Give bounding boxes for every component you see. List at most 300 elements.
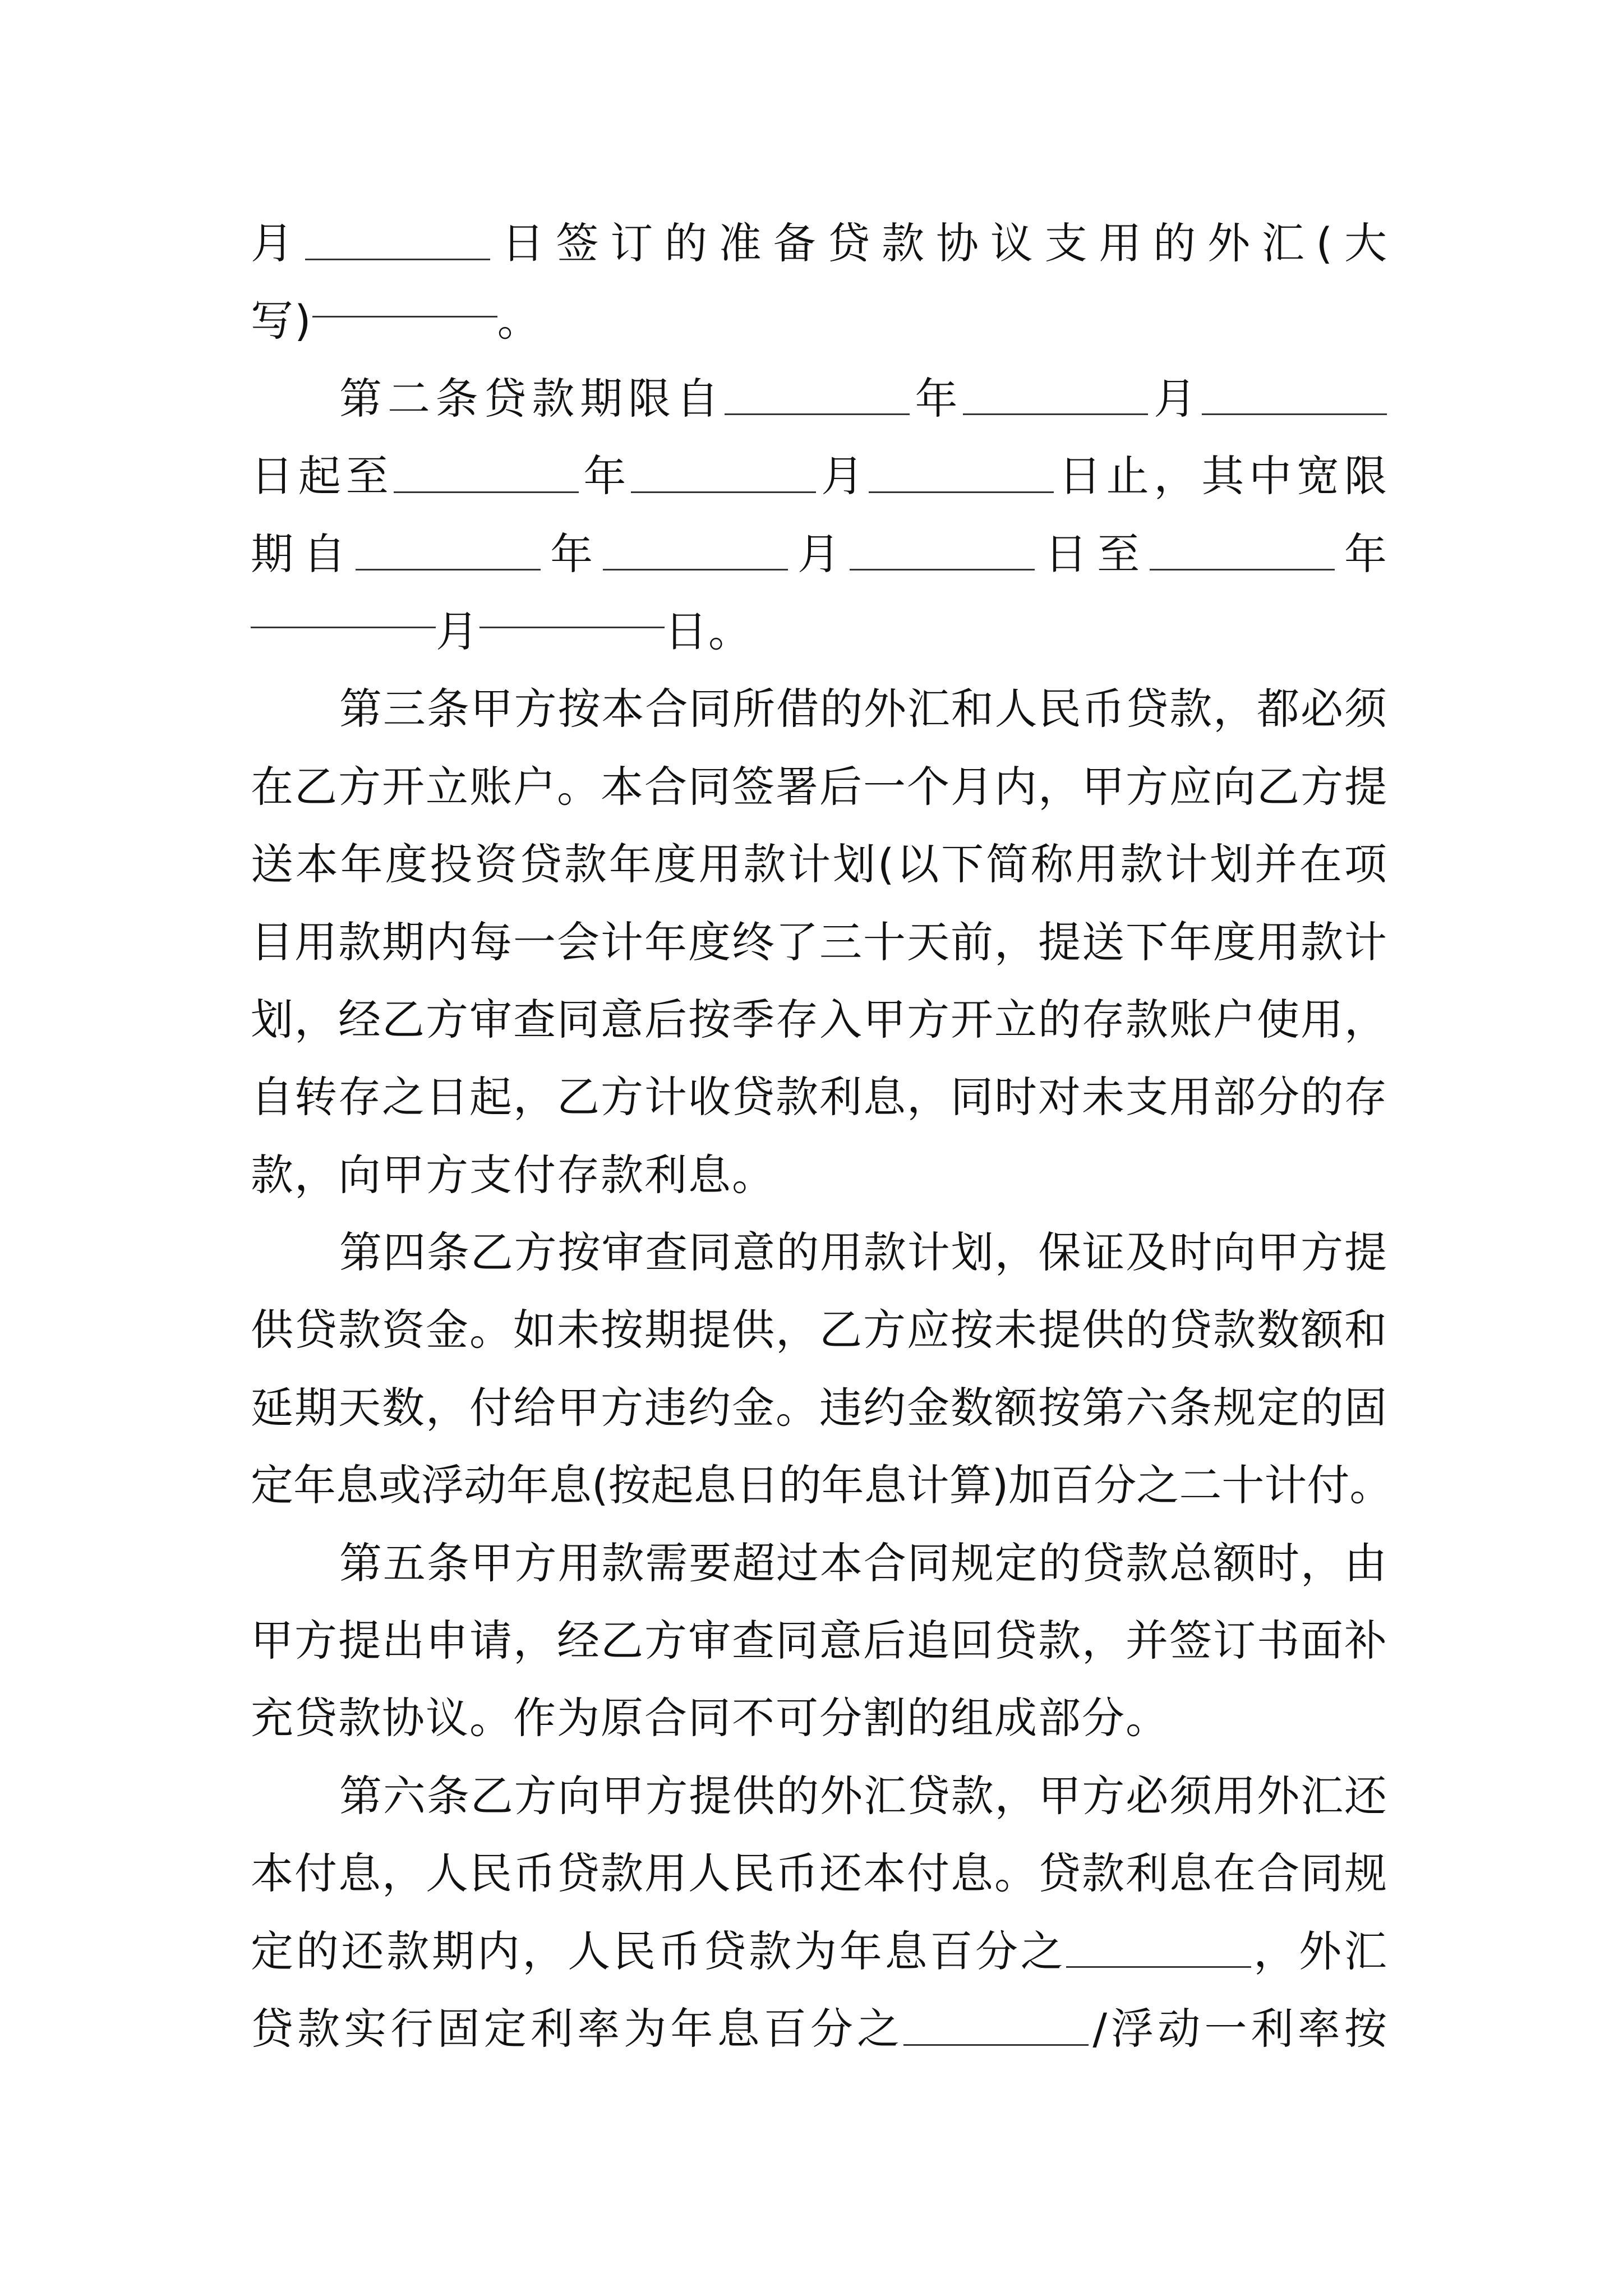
- char: (: [592, 1460, 608, 1511]
- char: 审: [469, 994, 512, 1045]
- char: 外: [1207, 218, 1250, 268]
- char: 支: [1044, 218, 1087, 268]
- char: 还: [341, 1926, 384, 1976]
- char: 条: [426, 684, 469, 734]
- char: 款: [951, 1770, 994, 1821]
- char: 本: [601, 684, 644, 734]
- char: 支: [1126, 1072, 1168, 1122]
- fill-in-blank[interactable]: [631, 458, 816, 493]
- char: 供: [1082, 1305, 1124, 1355]
- char: 期: [382, 917, 425, 967]
- char: 割: [863, 1693, 907, 1743]
- char: 不: [732, 1693, 776, 1743]
- fill-in-blank[interactable]: [394, 458, 579, 493]
- char: 资: [382, 1305, 425, 1355]
- char: 用: [294, 917, 337, 967]
- char: 息: [863, 1072, 906, 1122]
- char: 二: [1179, 1460, 1222, 1511]
- char: ，: [1344, 994, 1387, 1045]
- char: 为: [624, 2003, 667, 2054]
- char: 规: [1213, 1382, 1256, 1433]
- char: 计: [906, 1460, 949, 1511]
- char: 合: [1257, 1848, 1299, 1899]
- char: 后: [819, 761, 862, 812]
- char: 的: [776, 1770, 819, 1821]
- char: 甲: [470, 1538, 513, 1588]
- char: 方: [1126, 761, 1168, 812]
- char: 方: [601, 1072, 643, 1122]
- char: 年: [839, 1926, 882, 1976]
- fill-in-blank[interactable]: [725, 380, 910, 415]
- char: 备: [773, 218, 816, 268]
- char: 金: [732, 1382, 774, 1433]
- char: 的: [1038, 1538, 1081, 1588]
- char: 定: [251, 1460, 293, 1511]
- text-line: [251, 1137, 1387, 1214]
- char: 按: [557, 684, 601, 734]
- char: 借: [776, 684, 819, 734]
- char: 。: [1126, 1693, 1169, 1743]
- char: 时: [994, 1072, 1037, 1122]
- char: ，: [1038, 761, 1081, 812]
- fill-in-blank[interactable]: [1202, 380, 1387, 415]
- char: 方: [1300, 1227, 1343, 1278]
- char: 月: [821, 451, 864, 501]
- char: 之: [857, 2003, 900, 2054]
- char: 金: [426, 1305, 468, 1355]
- char: 计: [907, 1227, 950, 1278]
- char: 分: [1082, 1693, 1126, 1743]
- char: 贷: [519, 839, 562, 890]
- text-line: [251, 904, 1387, 981]
- char: 年: [1344, 528, 1387, 579]
- char: 固: [437, 2003, 480, 2054]
- char: ): [294, 296, 312, 346]
- char: 百: [930, 1926, 973, 1976]
- char: 的: [1153, 218, 1196, 268]
- char: 息: [338, 1848, 381, 1899]
- char: 。: [469, 1305, 512, 1355]
- char: 大: [1344, 218, 1387, 268]
- char: 百: [1051, 1460, 1094, 1511]
- char: 分: [810, 2003, 853, 2054]
- char: 乙: [1257, 761, 1299, 812]
- char: 季: [732, 994, 774, 1045]
- char: 甲: [470, 684, 513, 734]
- char: 甲: [1257, 1227, 1300, 1278]
- char: 三: [382, 684, 426, 734]
- char: 计: [1264, 1460, 1307, 1511]
- char: 款: [386, 1926, 430, 1976]
- char: 之: [382, 1072, 425, 1122]
- char: 审: [601, 1227, 644, 1278]
- char: 期: [580, 373, 623, 424]
- char: 人: [688, 1848, 731, 1899]
- char: 同: [1301, 1848, 1343, 1899]
- char: 在: [1213, 1848, 1256, 1899]
- char: 浮: [1111, 2003, 1154, 2054]
- char: 充: [251, 1693, 294, 1743]
- char: ，: [1154, 451, 1197, 501]
- char: 必: [1126, 1770, 1169, 1821]
- char: 第: [339, 373, 382, 424]
- char: 同: [907, 1538, 950, 1588]
- char: 四: [382, 1227, 426, 1278]
- char: 方: [645, 1770, 688, 1821]
- char: 限: [628, 373, 671, 424]
- char: 意: [601, 994, 643, 1045]
- char: 贷: [994, 1616, 1037, 1666]
- char: 民: [1038, 684, 1081, 734]
- char: 本: [863, 1848, 906, 1899]
- char: 还: [819, 1848, 862, 1899]
- char: 划: [1210, 839, 1253, 890]
- char: 作: [513, 1693, 557, 1743]
- char: 年: [608, 839, 652, 890]
- char: 民: [613, 1926, 656, 1976]
- text-line: [251, 1447, 1393, 1524]
- char: 款: [776, 1072, 818, 1122]
- char: 贷: [251, 2003, 293, 2054]
- char: 收: [688, 1072, 731, 1122]
- char: 息: [549, 1460, 592, 1511]
- char: 每: [469, 917, 512, 967]
- char: 存: [1344, 1072, 1387, 1122]
- char: ，: [994, 917, 1037, 967]
- char: 月: [251, 218, 293, 268]
- char: 十: [863, 917, 906, 967]
- char: 用: [1257, 917, 1299, 967]
- char: 同: [689, 1227, 732, 1278]
- char: 按: [1344, 2003, 1387, 2054]
- char: 数: [951, 1382, 993, 1433]
- char: 署: [776, 761, 818, 812]
- char: 的: [819, 684, 863, 734]
- fill-in-blank[interactable]: [251, 593, 436, 628]
- char: 下: [941, 839, 984, 890]
- char: 息: [693, 1460, 736, 1511]
- text-line: [251, 1913, 1387, 1990]
- fill-in-blank[interactable]: [903, 2010, 1089, 2046]
- char: 转: [294, 1072, 337, 1122]
- char: 利: [819, 1072, 862, 1122]
- char: 部: [1213, 1072, 1256, 1122]
- char: 过: [776, 1538, 819, 1588]
- char: (: [877, 839, 895, 890]
- char: ，: [513, 1072, 556, 1122]
- char: 之: [1136, 1460, 1179, 1511]
- char: 部: [1038, 1693, 1082, 1743]
- char: ，: [776, 1305, 818, 1355]
- char: 乙: [470, 1770, 513, 1821]
- char: 贷: [703, 1926, 746, 1976]
- char: 息: [951, 1848, 993, 1899]
- char: 款: [532, 373, 575, 424]
- char: 贷: [483, 373, 527, 424]
- char: 由: [1344, 1538, 1387, 1588]
- char: 的: [296, 1926, 339, 1976]
- char: 额: [994, 1382, 1037, 1433]
- char: 查: [513, 994, 556, 1045]
- char: 款: [297, 2003, 340, 2054]
- char: 。: [732, 1149, 776, 1200]
- char: 入: [819, 994, 862, 1045]
- char: 款: [1213, 1305, 1256, 1355]
- text-line: [251, 1059, 1387, 1136]
- char: 按: [608, 1460, 651, 1511]
- char: 。: [557, 761, 600, 812]
- char: ，: [382, 1848, 425, 1899]
- char: 汇: [1344, 1926, 1387, 1976]
- char: 存: [338, 1072, 381, 1122]
- char: 汇: [907, 684, 950, 734]
- char: 对: [1038, 1072, 1081, 1122]
- char: 方: [426, 994, 468, 1045]
- char: 意: [732, 1227, 776, 1278]
- char: 人: [426, 1848, 468, 1899]
- char: 提: [1344, 761, 1387, 812]
- char: 年: [583, 451, 626, 501]
- char: 汇: [863, 1770, 906, 1821]
- char: 定: [483, 2003, 527, 2054]
- char: 付: [469, 1382, 512, 1433]
- char: 年: [340, 839, 383, 890]
- char: 息: [336, 1460, 379, 1511]
- char: 用: [698, 839, 741, 890]
- char: 贷: [907, 1770, 950, 1821]
- char: 款: [338, 917, 381, 967]
- char: 向: [338, 1149, 382, 1200]
- char: 面: [1301, 1616, 1343, 1666]
- char: 同: [688, 1693, 732, 1743]
- char: 行: [390, 2003, 434, 2054]
- char: 期: [644, 1305, 687, 1355]
- char: 之: [1020, 1926, 1063, 1976]
- fill-in-blank[interactable]: [1066, 1932, 1251, 1968]
- char: 乙: [294, 761, 337, 812]
- char: 供: [732, 1770, 776, 1821]
- char: 人: [568, 1926, 611, 1976]
- char: 为: [557, 1693, 601, 1743]
- char: 年: [644, 917, 687, 967]
- char: 付: [513, 1149, 557, 1200]
- char: 立: [426, 761, 468, 812]
- char: 款: [601, 1538, 644, 1588]
- fill-in-blank[interactable]: [963, 380, 1148, 415]
- char: 未: [557, 1305, 600, 1355]
- char: 息: [884, 1926, 928, 1976]
- fill-in-blank[interactable]: [356, 535, 541, 570]
- char: 款: [882, 218, 925, 268]
- char: 一: [513, 917, 556, 967]
- char: 方: [514, 1770, 557, 1821]
- char: 还: [1344, 1770, 1387, 1821]
- char: 率: [1297, 2003, 1340, 2054]
- char: 外: [819, 1770, 863, 1821]
- char: ，: [426, 1382, 468, 1433]
- char: 日: [426, 1072, 468, 1122]
- char: 在: [1299, 839, 1342, 890]
- text-line: [251, 593, 1387, 670]
- char: 总: [1169, 1538, 1212, 1588]
- char: 下: [1126, 917, 1168, 967]
- char: 组: [951, 1693, 994, 1743]
- char: 起: [469, 1072, 512, 1122]
- char: 使: [1257, 994, 1299, 1045]
- char: 用: [1169, 1072, 1212, 1122]
- char: 六: [1126, 1382, 1168, 1433]
- char: 乙: [557, 1072, 600, 1122]
- char: 定: [1257, 1382, 1299, 1433]
- char: 甲: [1082, 761, 1124, 812]
- char: 签: [556, 218, 599, 268]
- text-line: [251, 205, 1387, 282]
- char: 款: [601, 1848, 643, 1899]
- char: 自: [676, 373, 719, 424]
- char: 款: [338, 1305, 381, 1355]
- char: 日: [736, 1460, 779, 1511]
- char: 本: [819, 1538, 863, 1588]
- char: 回: [951, 1616, 993, 1666]
- fill-in-blank[interactable]: [869, 458, 1054, 493]
- article-2-line: [251, 360, 1387, 438]
- text-line: [251, 748, 1387, 826]
- char: 方: [338, 761, 381, 812]
- char: 自: [303, 528, 346, 579]
- char: 提: [1038, 917, 1081, 967]
- char: 度: [1213, 917, 1256, 967]
- char: 划: [832, 839, 875, 890]
- char: 用: [1213, 1770, 1256, 1821]
- char: 书: [1257, 1616, 1299, 1666]
- char: 定: [994, 1538, 1038, 1588]
- char: 款: [749, 1926, 792, 1976]
- char: 同: [776, 1616, 818, 1666]
- char: 算: [949, 1460, 992, 1511]
- char: 为: [794, 1926, 837, 1976]
- char: 或: [379, 1460, 421, 1511]
- char: 内: [994, 761, 1037, 812]
- char: 方: [863, 1305, 906, 1355]
- text-line: [251, 282, 1387, 360]
- char: ，: [522, 1926, 565, 1976]
- char: 的: [1301, 1072, 1343, 1122]
- char: 提: [1344, 1227, 1387, 1278]
- char: 供: [732, 1305, 774, 1355]
- char: 送: [1082, 917, 1124, 967]
- char: 终: [732, 917, 774, 967]
- fill-in-blank[interactable]: [1150, 535, 1335, 570]
- char: 贷: [1169, 1305, 1212, 1355]
- char: 天: [338, 1382, 381, 1433]
- char: 日: [1044, 528, 1087, 579]
- char: 计: [1165, 839, 1208, 890]
- char: 甲: [601, 1770, 644, 1821]
- char: 第: [339, 1538, 382, 1588]
- char: 乙: [601, 1616, 643, 1666]
- char: 用: [644, 1848, 687, 1899]
- char: 款: [338, 1693, 382, 1743]
- document-body: [251, 205, 1393, 2068]
- char: 同: [951, 1072, 993, 1122]
- char: 方: [514, 684, 557, 734]
- char: ，: [994, 1770, 1038, 1821]
- char: 划: [251, 994, 293, 1045]
- char: 至: [345, 451, 389, 501]
- char: 。: [469, 1693, 513, 1743]
- char: 度: [688, 917, 731, 967]
- text-line: [251, 1835, 1387, 1912]
- char: 款: [1082, 1848, 1124, 1899]
- char: 须: [1169, 1770, 1212, 1821]
- char: 款: [1038, 1616, 1081, 1666]
- char: 订: [1213, 1616, 1256, 1666]
- char: 五: [382, 1538, 426, 1588]
- char: 查: [732, 1616, 774, 1666]
- char: 的: [776, 1227, 819, 1278]
- char: 协: [935, 218, 979, 268]
- char: 后: [863, 1616, 906, 1666]
- char: 利: [530, 2003, 573, 2054]
- char: 限: [1344, 451, 1387, 501]
- char: 未: [994, 1305, 1037, 1355]
- fill-in-blank[interactable]: [603, 535, 788, 570]
- fill-in-blank[interactable]: [479, 593, 665, 628]
- char: 金: [907, 1382, 949, 1433]
- char: 乙: [819, 1305, 862, 1355]
- char: 资: [474, 839, 518, 890]
- fill-in-blank[interactable]: [305, 225, 490, 260]
- article-6-line: [251, 1757, 1387, 1835]
- char: 向: [1213, 761, 1256, 812]
- char: 内: [477, 1926, 520, 1976]
- char: 违: [644, 1382, 687, 1433]
- char: 分: [819, 1693, 863, 1743]
- char: 款: [1126, 994, 1168, 1045]
- text-line: [251, 1990, 1387, 2068]
- char: 贷: [827, 218, 870, 268]
- fill-in-blank[interactable]: [850, 535, 1035, 570]
- char: 款: [863, 1227, 906, 1278]
- char: 存: [1082, 994, 1124, 1045]
- char: 贷: [294, 1305, 337, 1355]
- char: 按: [688, 994, 731, 1045]
- char: 条: [426, 1227, 469, 1278]
- char: 甲: [557, 1382, 600, 1433]
- char: 。: [994, 1848, 1037, 1899]
- char: 约: [688, 1382, 731, 1433]
- char: 一: [1204, 2003, 1247, 2054]
- char: 立: [994, 994, 1037, 1045]
- char: 息: [717, 2003, 760, 2054]
- char: 款: [251, 1149, 294, 1200]
- char: 在: [251, 761, 293, 812]
- char: 供: [251, 1305, 293, 1355]
- text-line: [251, 1291, 1387, 1369]
- fill-in-blank[interactable]: [312, 282, 497, 318]
- char: 追: [907, 1616, 949, 1666]
- char: (: [1316, 218, 1333, 268]
- char: 外: [1257, 1770, 1300, 1821]
- char: 民: [732, 1848, 774, 1899]
- char: 向: [557, 1770, 601, 1821]
- char: 款: [743, 839, 786, 890]
- char: 汇: [1261, 218, 1304, 268]
- char: 用: [819, 1227, 863, 1278]
- char: 十: [1221, 1460, 1265, 1511]
- char: 乙: [382, 994, 425, 1045]
- char: 请: [469, 1616, 512, 1666]
